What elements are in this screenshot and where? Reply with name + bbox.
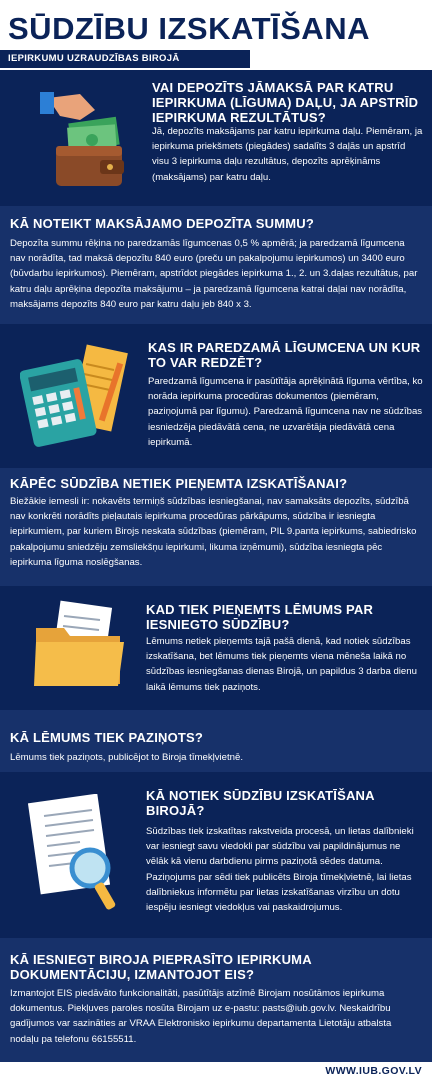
question-expected-price: KAS IR PAREDZAMĀ LĪGUMCENA UN KUR TO VAR REDZĒT? — [148, 340, 421, 370]
question-eis-submission: KĀ IESNIEGT BIROJA PIEPRASĪTO IEPIRKUMA DOKUMENTĀCIJU, IZMANTOJOT EIS? — [10, 952, 312, 982]
answer-eis-submission: Izmantojot EIS piedāvāto funkcionalitāti, pasūtītājs atzīmē Birojam nosūtāmos iepirkuma dokumentus. Piekļuves paroles nosūta Birojam uz e-pastu: pasts@iub.gov.lv. Neskaidrību gadījumos var sazināties ar VRAA Elektronisko iepirkumu departamenta Lietotāju atbalsta nodaļu pa telefonu 66155511. — [10, 988, 392, 1045]
answer-deposit-per-part: Jā, depozīts maksājams par katru iepirkuma daļu. Piemēram, ja iepirkuma priekšmets (piegādes) sadalīts 3 daļās un apstrīd visu 3 iepirkuma daļu rezultātus, depozīts aprēķināms (maksājams) par katru daļu. — [152, 126, 423, 183]
answer-decision-time: Lēmums netiek pieņemts tajā pašā dienā, kad notiek sūdzības izskatīšana, bet lēmums tiek pieņemts viena mēneša laikā no sūdzības iesniegšanas dienas Birojā, un papildus 3 darba dienu laikā lēmums tiek paziņots. — [146, 636, 417, 693]
section-why-rejected — [0, 468, 432, 586]
question-deposit-amount: KĀ NOTEIKT MAKSĀJAMO DEPOZĪTA SUMMU? — [10, 216, 315, 231]
section-deposit-amount — [0, 206, 432, 324]
wallet-money-icon — [40, 90, 130, 190]
section-review-process — [0, 772, 432, 938]
answer-review-process: Sūdzības tiek izskatītas rakstveida procesā, un lietas dalībnieki var iesniegt savu viedokli par sūdzību vai papildinājumus ne vēlāk kā vienu darbdienu pirms paziņotā sēdes datuma. Paziņojums par sēdi tiek publicēts Biroja tīmekļvietnē, lai lietas dalībniekus informētu par lietas izskatīšanas virzību un dotu iespēju iesniegt viedokļus vai paskaidrojumus. — [146, 826, 414, 914]
section-eis-submission — [0, 938, 432, 1062]
section-decision-time — [0, 586, 432, 710]
document-magnifier-icon — [20, 794, 130, 914]
question-decision-notified: KĀ LĒMUMS TIEK PAZIŅOTS? — [10, 730, 204, 745]
folder-icon — [30, 600, 130, 690]
answer-why-rejected: Biežākie iemesli ir: nokavēts termiņš sūdzības iesniegšanai, nav samaksāts depozīts, sūdzībā nav konkrēti norādīts pieļautais iepirkuma procedūras pārkāpums, sūdzība ir iesniegta iepirkumiem, par kuriem Birojs neskata sūdzības (piemēram, PIL 9.panta iepirkums, sabiedrisko pakalpojumu sniedzēju zemsliekšņu iepirkumi, likuma izņēmumi), sūdzība iesniegta pēc iepirkuma līguma noslēgšanas. — [10, 496, 417, 568]
page-subtitle: IEPIRKUMU UZRAUDZĪBAS BIROJĀ — [8, 53, 180, 64]
answer-deposit-amount: Depozīta summu rēķina no paredzamās līgumcenas 0,5 % apmērā; ja paredzamā līgumcena nav norādīta, tad maksā depozītu 840 euro (preču un pakalpojumu iepirkumos) un 3400 euro (būvdarbu iepirkumos). Piemēram, apstrīdot piegādes iepirkuma 1., 2. un 3.daļas rezultātus, par katru daļu aprēķina depozīta maksājumu – ja paredzamā līgumcena katrai daļai nav norādīta, maksājams depozīts 840 euro par katru daļu jeb 840 x 3. — [10, 238, 418, 310]
question-review-process: KĀ NOTIEK SŪDZĪBU IZSKATĪŠANA BIROJĀ? — [146, 788, 375, 818]
question-why-rejected: KĀPĒC SŪDZĪBA NETIEK PIEŅEMTA IZSKATĪŠANAI? — [10, 476, 348, 491]
question-deposit-per-part: VAI DEPOZĪTS JĀMAKSĀ PAR KATRU IEPIRKUMA (LĪGUMA) DAĻU, JA APSTRĪD IEPIRKUMA REZULTĀTUS? — [152, 80, 419, 125]
section-deposit-per-part — [0, 70, 432, 206]
website-link[interactable]: WWW.IUB.GOV.LV — [325, 1065, 422, 1077]
section-decision-notified — [0, 710, 432, 772]
answer-expected-price: Paredzamā līgumcena ir pasūtītāja aprēķinātā līguma vērtība, ko norāda iepirkuma procedūras dokumentos (piemēram, paziņojumā par līgumu). Paredzamā līgumcena nav ne sūdzības iesniedzēja piedāvātā cena, ne uzvarētāja piedāvātā cena iepirkumā. — [148, 376, 423, 448]
header — [0, 0, 432, 70]
question-decision-time: KAD TIEK PIEŅEMTS LĒMUMS PAR IESNIEGTO SŪDZĪBU? — [146, 602, 374, 632]
answer-decision-notified: Lēmums tiek paziņots, publicējot to Biroja tīmekļvietnē. — [10, 752, 244, 763]
section-expected-price — [0, 324, 432, 468]
calculator-icon — [20, 342, 130, 448]
footer — [0, 1062, 432, 1080]
page-title: SŪDZĪBU IZSKATĪŠANA — [8, 11, 370, 46]
